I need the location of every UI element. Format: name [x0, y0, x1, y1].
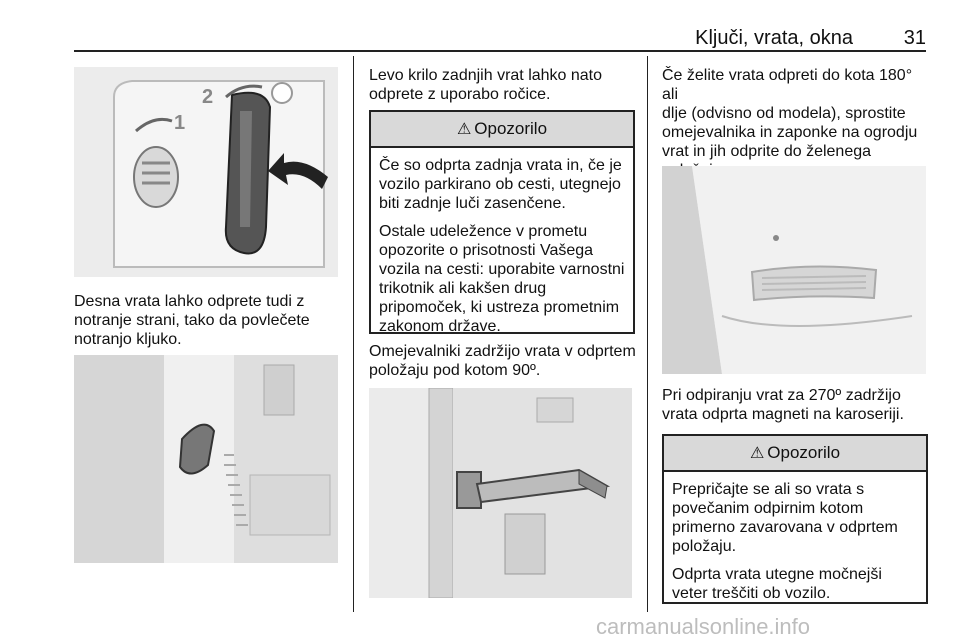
text-line: zakonom države. [379, 318, 501, 335]
text-line: Desna vrata lahko odprete tudi z [74, 293, 305, 310]
warning-para-2 [672, 565, 918, 603]
warning-para-1 [379, 156, 625, 213]
text-line: pripomoček, ki ustreza prometnim [379, 299, 620, 316]
text-line: vozilo parkirano ob cesti, utegnejo [379, 176, 621, 193]
text-line: vrata odprta magneti na karoseriji. [662, 406, 904, 423]
page-number: 31 [903, 27, 926, 49]
text-line: Ostale udeležence v prometu [379, 223, 588, 240]
text-line: veter treščiti ob vozilo. [672, 585, 831, 602]
warning-para-2 [379, 222, 625, 336]
text-line: notranjo kljuko. [74, 331, 182, 348]
text-line: položaju. [672, 538, 737, 555]
warning-box-2 [662, 434, 928, 604]
text-line: položaju pod kotom 90º. [369, 362, 541, 379]
warning-body [664, 472, 926, 613]
text-line: trikotnik ali kakšen drug [379, 280, 547, 297]
text-line: omejevalnika in zaponke na ogrodju [662, 124, 918, 141]
warning-title: Opozorilo [767, 443, 841, 462]
text-line: Omejevalniki zadržijo vrata v odprtem [369, 343, 636, 360]
column-divider-2 [647, 56, 648, 612]
figure-door-interior-panel [662, 166, 926, 374]
warning-body [371, 148, 633, 346]
warning-header [371, 112, 633, 148]
text-line: biti zadnje luči zasenčene. [379, 195, 566, 212]
chapter-title: Ključi, vrata, okna [695, 27, 853, 49]
column-divider-1 [353, 56, 354, 612]
text-line: Če so odprta zadnja vrata in, če je [379, 157, 622, 174]
warning-header [664, 436, 926, 472]
text-line: notranje strani, tako da povlečete [74, 312, 310, 329]
figure-interior-handle [74, 67, 338, 277]
watermark: carmanualsonline.info [596, 614, 811, 639]
figure-door-latch [74, 355, 338, 563]
warning-box-1 [369, 110, 635, 334]
warning-triangle-icon: ⚠ [456, 121, 472, 138]
warning-triangle-icon: ⚠ [749, 445, 765, 462]
warning-title: Opozorilo [474, 119, 548, 138]
warning-para-1 [672, 480, 918, 556]
paragraph-right-door [74, 292, 344, 349]
text-line: Če želite vrata odpreti do kota 180° ali [662, 67, 913, 103]
text-line: opozorite o prisotnosti Vašega [379, 242, 594, 259]
text-line: Pri odpiranju vrat za 270º zadržijo [662, 387, 901, 404]
text-line: primerno zavarovana v odprtem [672, 519, 898, 536]
text-line: Odprta vrata utegne močnejši [672, 566, 882, 583]
text-line: dlje (odvisno od modela), sprostite [662, 105, 906, 122]
text-line: odprete z uporabo ročice. [369, 86, 551, 103]
paragraph-180-degrees [662, 66, 928, 180]
page-header [74, 27, 926, 49]
figure-door-check-strap [369, 388, 632, 598]
callout-2: 2 [202, 86, 214, 108]
text-line: vozila na cesti: uporabite varnostni [379, 261, 625, 278]
callout-1: 1 [174, 112, 186, 134]
paragraph-door-stops [369, 342, 644, 380]
paragraph-270-degrees [662, 386, 928, 424]
text-line: povečanim odpirnim kotom [672, 500, 864, 517]
paragraph-left-wing [369, 66, 639, 104]
header-rule [74, 50, 926, 52]
text-line: Levo krilo zadnjih vrat lahko nato [369, 67, 603, 84]
text-line: Prepričajte se ali so vrata s [672, 481, 865, 498]
text-line: vrat in jih odprite do želenega [662, 143, 872, 160]
